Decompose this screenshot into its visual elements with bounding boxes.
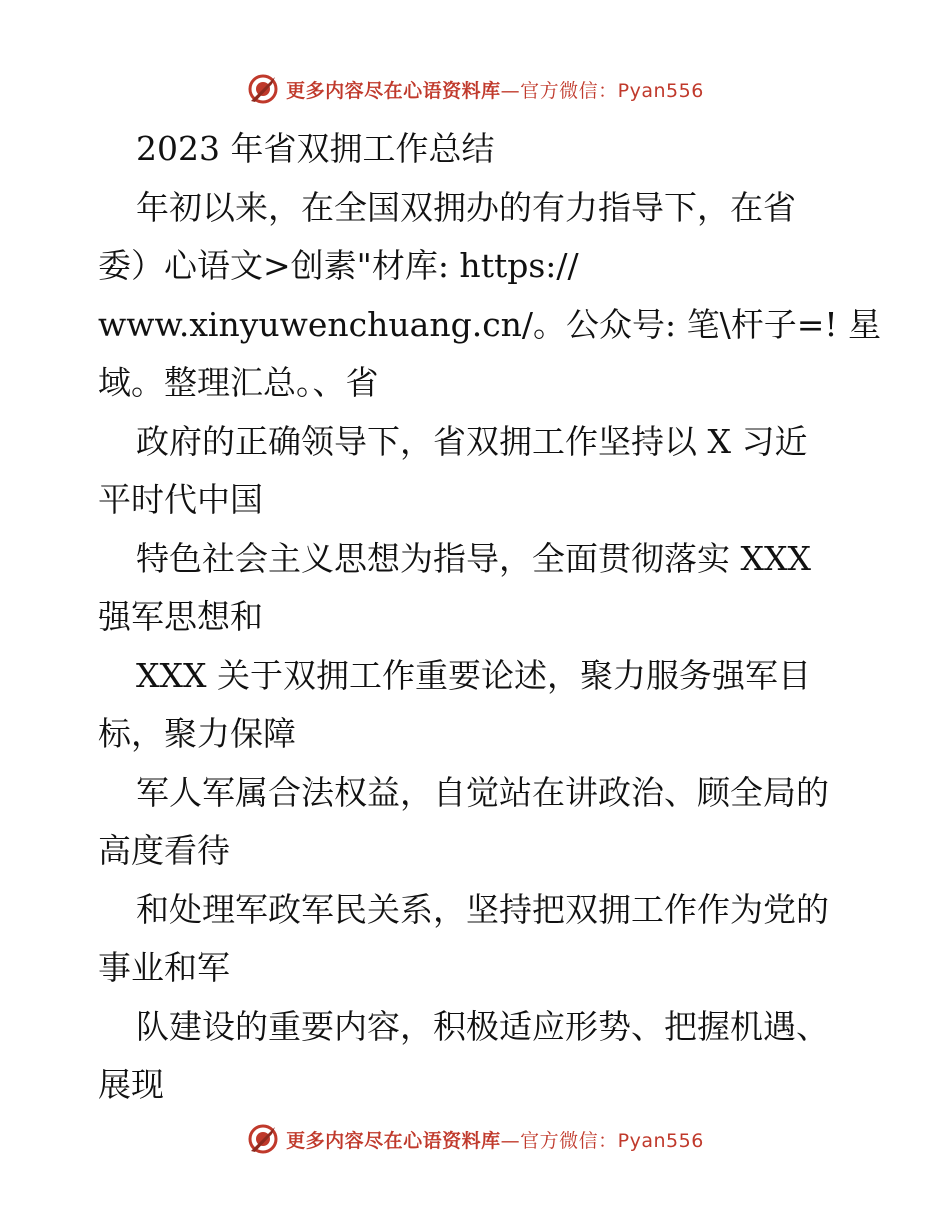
footer-contact: 官方微信：Pyan556 bbox=[520, 1129, 704, 1152]
document-title: 2023 年省双拥工作总结 bbox=[136, 129, 495, 168]
document-line: 军人军属合法权益，自觉站在讲政治、顾全局的 bbox=[136, 772, 829, 812]
footer-banner-text bbox=[286, 1126, 704, 1153]
footer-banner bbox=[0, 1122, 950, 1156]
document-line: 特色社会主义思想为指导，全面贯彻落实 XXX bbox=[136, 538, 811, 578]
footer-separator: — bbox=[500, 1129, 521, 1152]
footer-brand: 更多内容尽在心语资料库 bbox=[286, 1129, 501, 1152]
document-line: 委）心语文>创素"材库: https:// bbox=[98, 246, 579, 285]
document-line: 强军思想和 bbox=[98, 597, 263, 636]
document-line: 年初以来，在全国双拥办的有力指导下，在省 bbox=[136, 187, 796, 227]
pen-logo-icon bbox=[246, 1122, 280, 1156]
pen-logo-icon bbox=[246, 72, 280, 106]
document-line: 高度看待 bbox=[98, 831, 230, 870]
document-line: 队建设的重要内容，积极适应形势、把握机遇、 bbox=[136, 1006, 829, 1046]
header-banner-text bbox=[286, 76, 704, 103]
document-body bbox=[98, 120, 882, 1115]
document-line: 和处理军政军民关系，坚持把双拥工作作为党的 bbox=[136, 889, 829, 929]
header-contact: 官方微信：Pyan556 bbox=[520, 79, 704, 102]
document-line: www.xinyuwenchuang.cn/。公众号: 笔\杆子=! 星 bbox=[98, 304, 882, 344]
header-brand: 更多内容尽在心语资料库 bbox=[286, 79, 501, 102]
header-separator: — bbox=[500, 79, 521, 102]
document-line: 展现 bbox=[98, 1065, 164, 1104]
document-line: 域。整理汇总。、省 bbox=[98, 363, 379, 402]
header-banner bbox=[0, 72, 950, 106]
document-line: 事业和军 bbox=[98, 948, 230, 987]
document-line: 平时代中国 bbox=[98, 480, 263, 519]
document-line: XXX 关于双拥工作重要论述，聚力服务强军目 bbox=[136, 655, 811, 695]
document-line: 政府的正确领导下，省双拥工作坚持以 X 习近 bbox=[136, 421, 808, 461]
document-line: 标，聚力保障 bbox=[98, 714, 296, 753]
